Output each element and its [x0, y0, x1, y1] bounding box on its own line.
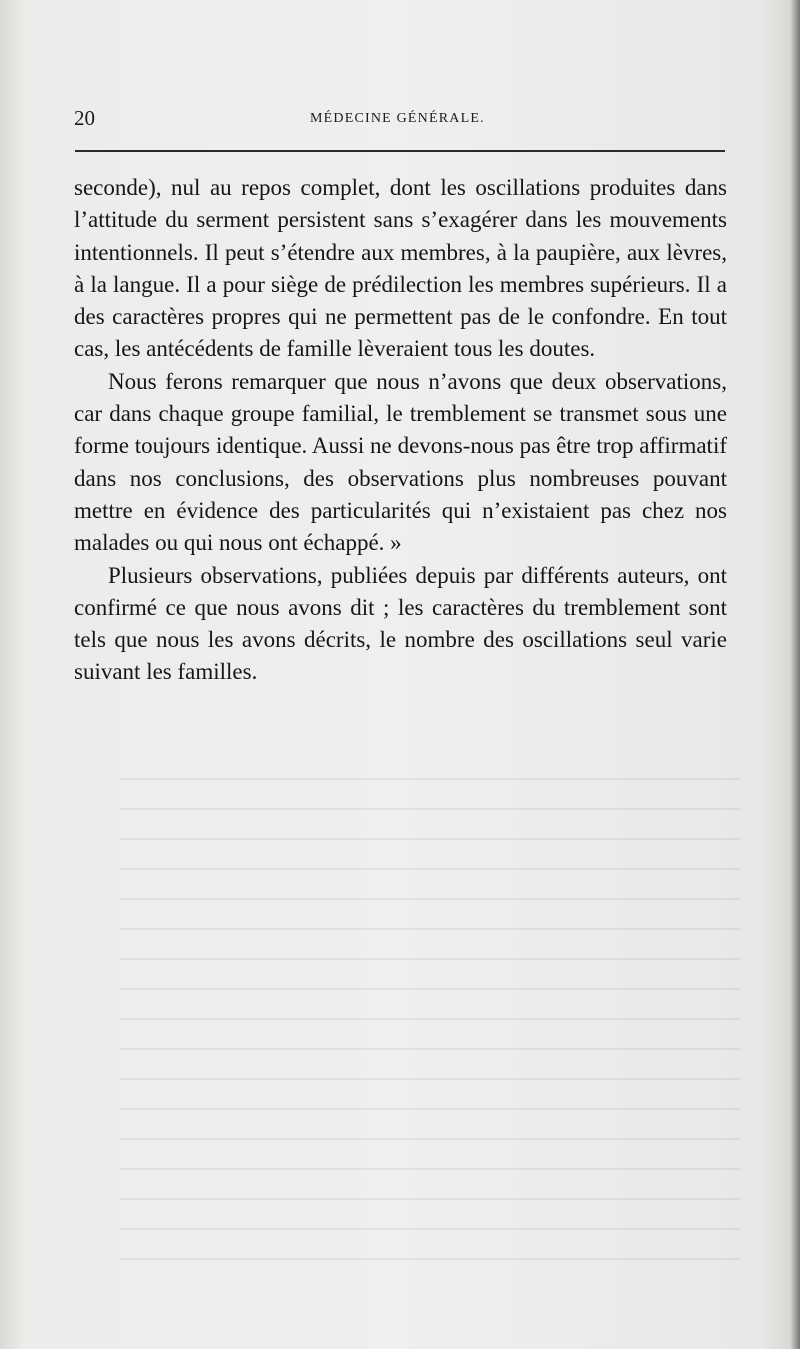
page-number: 20: [74, 106, 95, 130]
paragraph-confirmation: Plusieurs observations, publiées depuis par différents auteurs, ont confirmé ce que nous avons dit ; les caractères du tremblement sont tels que nous les avons décrits, le nombre des oscillations seul varie suivant les familles.: [74, 562, 727, 685]
bleed-through-texture: [120, 760, 740, 1260]
header-rule: [75, 150, 725, 152]
page-edge-shadow: [790, 0, 800, 1349]
paragraph-observations: Nous ferons remarquer que nous n’avons que deux observations, car dans chaque groupe familial, le tremblement se transmet sous une forme toujours identique. Aussi ne devons-nous pas être trop affirmatif dans nos conclusions, des observations plus nombreuses pouvant mettre en évidence des particularités qui n’existaient pas chez nos malades ou qui nous ont échappé. »: [74, 368, 727, 556]
page-header: [74, 106, 726, 136]
running-head: MÉDECINE GÉNÉRALE.: [310, 111, 485, 126]
body-text: [74, 172, 727, 689]
paragraph-continuation: seconde), nul au repos complet, dont les oscillations produites dans l’attitude du serment persistent sans s’exagérer dans les mouvements intentionnels. Il peut s’étendre aux membres, à la paupière, aux lèvres, à la langue. Il a pour siège de prédilection les membres supérieurs. Il a des caractères propres qui ne permettent pas de le confondre. En tout cas, les antécédents de famille lèveraient tous les doutes.: [74, 175, 727, 362]
